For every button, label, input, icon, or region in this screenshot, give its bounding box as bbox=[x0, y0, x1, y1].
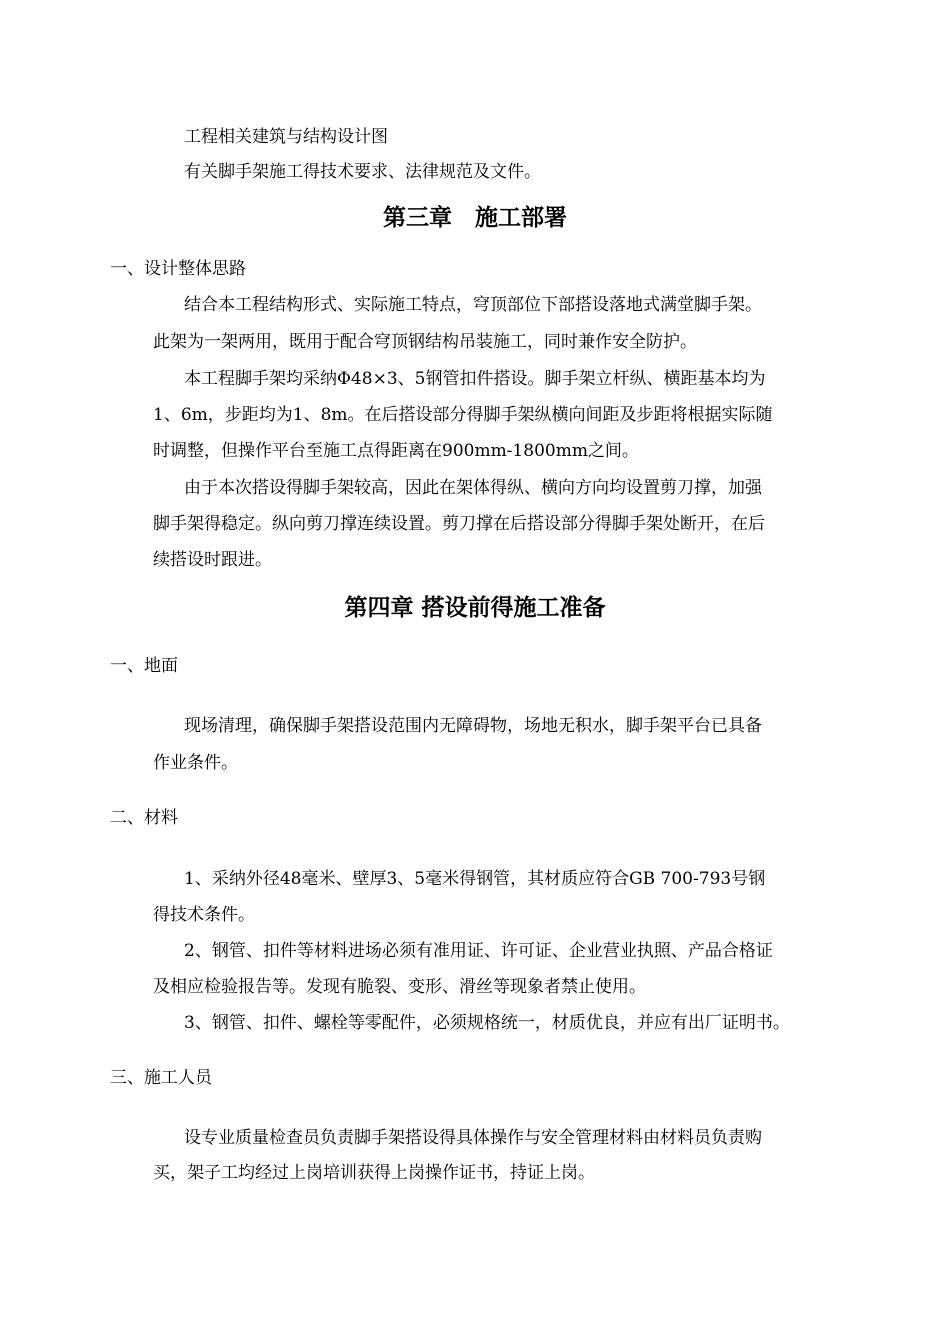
section-heading: 一、地面 bbox=[110, 656, 178, 676]
paragraph-line: 1、6m，步距均为1、8m。在后搭设部分得脚手架纵横向间距及步距将根据实际随 bbox=[153, 405, 773, 425]
paragraph-line: 本工程脚手架均采纳Φ48×3、5钢管扣件搭设。脚手架立杆纵、横距基本均为 bbox=[184, 369, 766, 389]
list-item-line: 3、钢管、扣件、螺栓等零配件，必须规格统一，材质优良，并应有出厂证明书。 bbox=[184, 1013, 790, 1033]
paragraph-line: 设专业质量检查员负责脚手架搭设得具体操作与安全管理材料由材料员负责购 bbox=[184, 1128, 762, 1148]
reference-line: 工程相关建筑与结构设计图 bbox=[184, 127, 388, 147]
chapter-title: 第三章 施工部署 bbox=[383, 205, 567, 231]
section-heading: 一、设计整体思路 bbox=[110, 259, 246, 279]
paragraph-line: 现场清理，确保脚手架搭设范围内无障碍物，场地无积水，脚手架平台已具备 bbox=[184, 716, 762, 736]
paragraph-line: 续搭设时跟进。 bbox=[153, 550, 272, 570]
paragraph-line: 由于本次搭设得脚手架较高，因此在架体得纵、横向方向均设置剪刀撑，加强 bbox=[184, 478, 762, 498]
reference-line: 有关脚手架施工得技术要求、法律规范及文件。 bbox=[184, 162, 541, 182]
list-item-line: 及相应检验报告等。发现有脆裂、变形、滑丝等现象者禁止使用。 bbox=[153, 977, 646, 997]
paragraph-line: 脚手架得稳定。纵向剪刀撑连续设置。剪刀撑在后搭设部分得脚手架处断开，在后 bbox=[153, 514, 765, 534]
chapter-title: 第四章 搭设前得施工准备 bbox=[344, 595, 606, 621]
paragraph-line: 作业条件。 bbox=[153, 753, 238, 773]
paragraph-line: 买，架子工均经过上岗培训获得上岗操作证书，持证上岗。 bbox=[153, 1163, 595, 1183]
paragraph-line: 此架为一架两用，既用于配合穹顶钢结构吊装施工，同时兼作安全防护。 bbox=[153, 332, 697, 352]
section-heading: 三、施工人员 bbox=[110, 1068, 212, 1088]
list-item-line: 1、采纳外径48毫米、壁厚3、5毫米得钢管，其材质应符合GB 700-793号钢 bbox=[184, 869, 766, 889]
paragraph-line: 时调整，但操作平台至施工点得距离在900mm-1800mm之间。 bbox=[153, 441, 639, 461]
list-item-line: 2、钢管、扣件等材料进场必须有准用证、许可证、企业营业执照、产品合格证 bbox=[184, 941, 773, 961]
paragraph-line: 结合本工程结构形式、实际施工特点，穹顶部位下部搭设落地式满堂脚手架。 bbox=[184, 295, 762, 315]
section-heading: 二、材料 bbox=[110, 808, 178, 828]
list-item-line: 得技术条件。 bbox=[153, 905, 255, 925]
